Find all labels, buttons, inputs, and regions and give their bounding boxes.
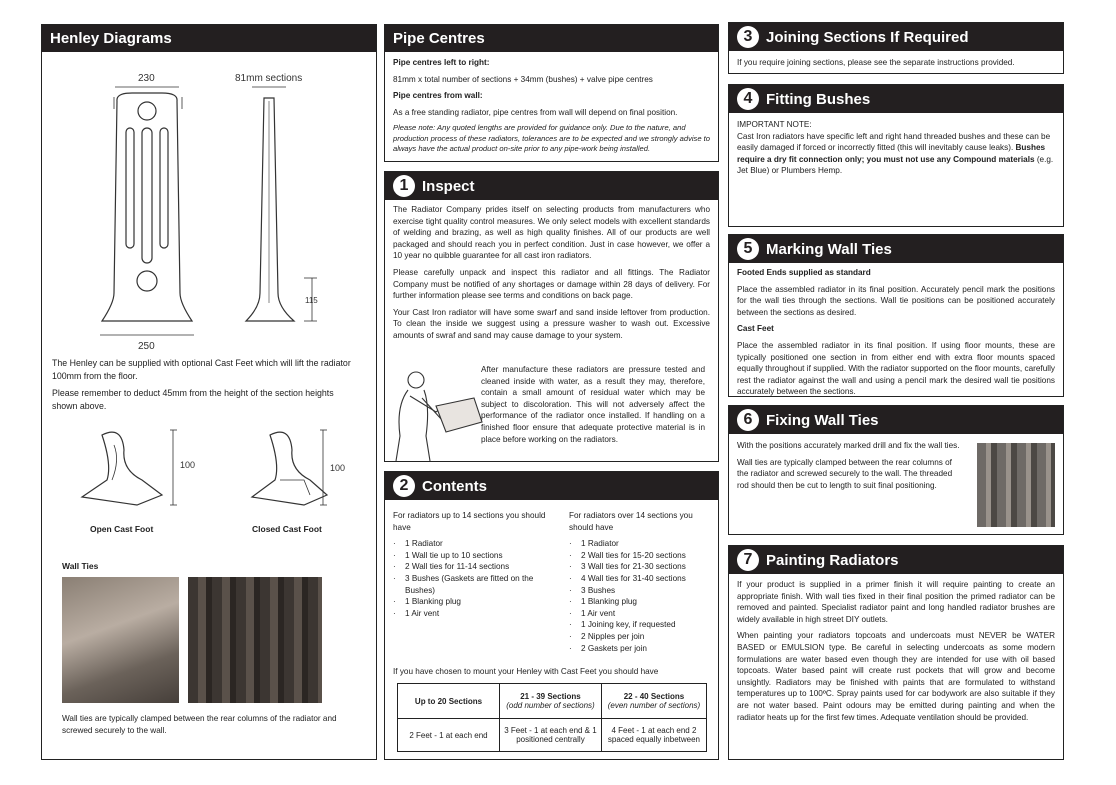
pipe-centres-title-bar bbox=[385, 25, 718, 52]
list-item: · 2 Wall ties for 15-20 sections bbox=[569, 550, 719, 562]
bushes-title: Fitting Bushes bbox=[766, 90, 871, 108]
inspect-body bbox=[385, 200, 718, 351]
step-4-badge: 4 bbox=[737, 88, 759, 110]
step-6-badge: 6 bbox=[737, 409, 759, 431]
closed-cast-foot-label: Closed Cast Foot bbox=[252, 524, 322, 534]
henley-title: Henley Diagrams bbox=[50, 30, 172, 47]
open-foot-dim: 100 bbox=[180, 460, 196, 470]
marking-castfeet-text: Place the assembled radiator in its final position. If using floor mounts, these are typically positioned one section in from either end with extra floor mounts spaced equally throughout if supplied. With the radiator supported on the floor mounts, carefully rest the radiator against the wall and using a pencil mark the desired wall tie positions accurately between the sections. bbox=[737, 340, 1055, 397]
painting-body bbox=[729, 574, 1063, 732]
feet-intro: If you have chosen to mount your Henley with Cast Feet you should have bbox=[393, 667, 659, 676]
contents-right-heading: For radiators over 14 sections you should have bbox=[569, 511, 693, 532]
pipe-note: Please note: Any quoted lengths are provided for guidance only. Due to the nature, and production process of these radiators, tolerances are to be expected and we strongly advise to always have the actual product on-site prior to any pipe-work being installed. bbox=[393, 123, 711, 154]
inspect-p2: Please carefully unpack and inspect this radiator and all fittings. The Radiator Company must be notified of any shortages or damage within 28 days of delivery. For further information please see terms and conditions on back page. bbox=[393, 267, 710, 301]
painting-p2: When painting your radiators topcoats and undercoats must NEVER be WATER BASED or EMULSION type. Be careful in selecting undercoats as some modern formulations are water based even though they are intended for use with oil based topcoats. Water based paint will create rust pockets that will grow and become unsightly. Radiators may be finished with paints that are formulated to withstand temperatures up to 100ºC. Spray paints used for car bodywork are also suitable if they are not water based. Paint odours may be emitted during painting and when the radiator heats up for the first few times. Adequate ventilation should be provided. bbox=[737, 631, 1055, 722]
dim-width-top: 230 bbox=[138, 73, 155, 84]
list-item: · 1 Blanking plug bbox=[569, 596, 719, 608]
pipe-wall-heading: Pipe centres from wall: bbox=[393, 91, 483, 101]
closed-foot-dim: 100 bbox=[330, 463, 346, 473]
list-item: · 3 Bushes (Gaskets are fitted on the Bushes) bbox=[393, 573, 553, 596]
cast-feet-diagram bbox=[42, 425, 376, 525]
marking-body bbox=[729, 263, 1063, 407]
bushes-text-a: Cast Iron radiators have specific left and right hand threaded bushes and these can be easily damaged if forced or incorrectly fitted (this will inevitably cause leaks). bbox=[737, 131, 1051, 153]
pipe-centres-title: Pipe Centres bbox=[393, 30, 485, 47]
table-header-cell bbox=[601, 684, 706, 719]
joining-panel bbox=[728, 22, 1064, 74]
contents-title-bar bbox=[385, 472, 718, 500]
table-row bbox=[398, 719, 707, 752]
list-item: · 2 Nipples per join bbox=[569, 631, 719, 643]
bushes-text-b: (e.g. Jet Blue) or Plumbers Hemp. bbox=[737, 154, 1054, 176]
contents-left-heading: For radiators up to 14 sections you should have bbox=[393, 511, 546, 532]
table-cell: 3 Feet - 1 at each end & 1 positioned centrally bbox=[499, 719, 601, 752]
inspect-p4: After manufacture these radiators are pressure tested and cleaned inside with water, as a result they may, therefore, contain a small amount of residual water which may be subject to discoloration. This will not adversely affect the performance of the radiator once installed. If handling on a finished floor ensure that adequate protective material is in place before working on the radiators. bbox=[481, 365, 705, 444]
table-header-main: 22 - 40 Sections bbox=[623, 692, 685, 701]
henley-diagrams-panel bbox=[41, 24, 377, 760]
pipe-wall-text: As a free standing radiator, pipe centres from wall will depend on final position. bbox=[393, 107, 678, 117]
inspect-p3: Your Cast Iron radiator will have some swarf and sand inside leftover from production. To clean the inside we suggest using a pressure washer to wash out. Excessive amounts of swraf and sand may cause damage to your system. bbox=[393, 307, 710, 340]
step-3-badge: 3 bbox=[737, 26, 759, 48]
bushes-text bbox=[737, 131, 1055, 177]
joining-title-bar bbox=[729, 23, 1063, 51]
wall-tie-fixing-photo bbox=[977, 443, 1055, 527]
henley-text-1: The Henley can be supplied with optional Cast Feet which will lift the radiator 100mm from the floor. bbox=[52, 358, 351, 381]
bushes-body bbox=[729, 113, 1063, 186]
fixing-text-2: Wall ties are typically clamped between the rear columns of the radiator and screwed securely to the wall. The threaded rod should then be cut to length to suit final positioning. bbox=[737, 457, 953, 490]
step-1-badge: 1 bbox=[393, 175, 415, 197]
table-cell: 2 Feet - 1 at each end bbox=[398, 719, 500, 752]
bushes-panel bbox=[728, 84, 1064, 227]
fixing-title-bar bbox=[729, 406, 1063, 434]
step-2-badge: 2 bbox=[393, 475, 415, 497]
pipe-centres-panel bbox=[384, 24, 719, 162]
pipe-centres-body bbox=[385, 52, 718, 164]
table-header-cell bbox=[499, 684, 601, 719]
table-header-sub: (odd number of sections) bbox=[506, 701, 595, 710]
contents-left-list bbox=[393, 538, 553, 619]
joining-title: Joining Sections If Required bbox=[766, 28, 969, 46]
list-item: · 1 Radiator bbox=[569, 538, 719, 550]
contents-title: Contents bbox=[422, 477, 487, 495]
fixing-text-1: With the positions accurately marked drill and fix the wall ties. bbox=[737, 441, 960, 450]
henley-text bbox=[52, 357, 352, 417]
list-item: · 1 Blanking plug bbox=[393, 596, 553, 608]
contents-panel bbox=[384, 471, 719, 760]
marking-castfeet-heading: Cast Feet bbox=[737, 324, 774, 334]
open-cast-foot-drawing bbox=[82, 430, 177, 505]
dim-height: 115 bbox=[305, 296, 318, 305]
bushes-title-bar bbox=[729, 85, 1063, 113]
wall-ties-heading: Wall Ties bbox=[62, 561, 99, 571]
list-item: · 1 Wall tie up to 10 sections bbox=[393, 550, 553, 562]
table-header-sub: (even number of sections) bbox=[607, 701, 701, 710]
list-item: · 4 Wall ties for 31-40 sections bbox=[569, 573, 719, 585]
painting-title: Painting Radiators bbox=[766, 551, 899, 569]
fixing-body bbox=[729, 434, 970, 500]
fixing-panel bbox=[728, 405, 1064, 535]
radiator-side-view bbox=[246, 87, 317, 321]
wall-tie-photo-2 bbox=[188, 577, 322, 703]
list-item: · 3 Bushes bbox=[569, 585, 719, 597]
list-item: · 1 Joining key, if requested bbox=[569, 619, 719, 631]
dim-sections: 81mm sections bbox=[235, 73, 303, 84]
fixing-title: Fixing Wall Ties bbox=[766, 411, 879, 429]
table-header-cell: Up to 20 Sections bbox=[398, 684, 500, 719]
person-lifting-illustration bbox=[386, 366, 486, 461]
painting-p1: If your product is supplied in a primer finish it will require painting to create an appropriate finish. With wall ties fixed in their final position the primed radiator can be removed and painted. Specialist radiator paint and long handled radiator brushes are widely available in high street DIY outlets. bbox=[737, 580, 1055, 624]
list-item: · 1 Air vent bbox=[569, 608, 719, 620]
marking-title: Marking Wall Ties bbox=[766, 240, 892, 258]
radiator-diagram bbox=[42, 53, 376, 373]
closed-cast-foot-drawing bbox=[252, 430, 327, 505]
list-item: · 2 Wall ties for 11-14 sections bbox=[393, 561, 553, 573]
table-header-main: 21 - 39 Sections bbox=[520, 692, 581, 701]
table-header-row bbox=[398, 684, 707, 719]
dim-width-bottom: 250 bbox=[138, 341, 155, 352]
marking-footed-text: Place the assembled radiator in its final position. Accurately pencil mark the positions for the wall ties through the sections. Wall tie positions can be positioned accurately between the sections as desired. bbox=[737, 284, 1055, 317]
contents-right-column bbox=[565, 510, 723, 654]
table-cell: 4 Feet - 1 at each end 2 spaced equally inbetween bbox=[601, 719, 706, 752]
step-5-badge: 5 bbox=[737, 238, 759, 260]
inspect-title-bar bbox=[385, 172, 718, 200]
bushes-note-label: IMPORTANT NOTE: bbox=[737, 120, 812, 129]
list-item: · 2 Gaskets per join bbox=[569, 643, 719, 655]
bushes-text-bold: Bushes require a dry fit connection only; you must not use any Compound materials bbox=[737, 143, 1046, 164]
radiator-front-view bbox=[100, 87, 194, 335]
inspect-p1: The Radiator Company prides itself on selecting products from manufacturers who exercise tight quality control measures. We only select models with excellent standards of welding and brazing, as well as high quality finishes. All of our products are well packaged and should reach you in perfect condition. Just in case however, we offer a 10 year no quibble guarantee for all cast iron radiators. bbox=[393, 205, 710, 261]
wall-tie-photo-1 bbox=[62, 577, 179, 703]
step-7-badge: 7 bbox=[737, 549, 759, 571]
pipe-lr-heading: Pipe centres left to right: bbox=[393, 58, 490, 67]
pipe-lr-text: 81mm x total number of sections + 34mm (bushes) + valve pipe centres bbox=[393, 74, 653, 84]
contents-right-list bbox=[569, 538, 719, 654]
list-item: · 1 Air vent bbox=[393, 608, 553, 620]
cast-feet-table bbox=[397, 683, 707, 752]
list-item: · 3 Wall ties for 21-30 sections bbox=[569, 561, 719, 573]
open-cast-foot-label: Open Cast Foot bbox=[90, 524, 154, 534]
henley-title-bar bbox=[42, 25, 376, 52]
wall-ties-text: Wall ties are typically clamped between the rear columns of the radiator and screwed securely to the wall. bbox=[62, 714, 337, 735]
painting-title-bar bbox=[729, 546, 1063, 574]
list-item: · 1 Radiator bbox=[393, 538, 553, 550]
marking-title-bar bbox=[729, 235, 1063, 263]
joining-text: If you require joining sections, please see the separate instructions provided. bbox=[737, 58, 1015, 67]
inspect-panel bbox=[384, 171, 719, 462]
painting-panel bbox=[728, 545, 1064, 760]
contents-left-column bbox=[389, 510, 557, 619]
marking-panel bbox=[728, 234, 1064, 397]
inspect-title: Inspect bbox=[422, 177, 475, 195]
henley-text-2: Please remember to deduct 45mm from the height of the section heights shown above. bbox=[52, 388, 334, 411]
marking-footed-heading: Footed Ends supplied as standard bbox=[737, 268, 871, 277]
